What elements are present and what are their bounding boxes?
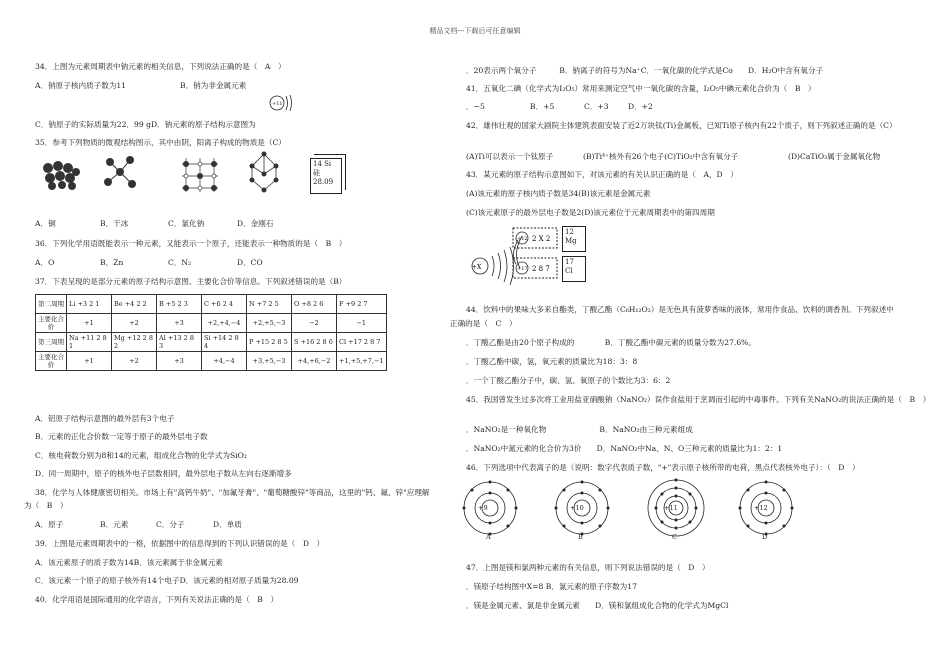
q37-option-c: C．核电荷数分别为8和14的元素，组成化合物的化学式为SiO₂: [35, 451, 247, 460]
question-38: 38．化学与人体健康密切相关。市场上有"高钙牛奶"、"加氟牙膏"、"葡萄糖酸锌"等商品，这里的"钙、氟、锌"应理解: [35, 488, 430, 497]
table-cell: −1: [337, 314, 387, 333]
ion-c-label: C: [672, 533, 677, 541]
svg-text:2 X 2: 2 X 2: [532, 235, 551, 243]
row-header: 第三周期: [36, 333, 67, 352]
table-cell: +3: [157, 352, 202, 371]
table-row: [36, 333, 387, 352]
q39-option-c: C．该元素一个原子的原子核外有14个电子D．该元素的相对原子质量为28.09: [35, 576, 299, 585]
table-cell: Cl +17 2 8 7: [337, 333, 387, 352]
table-cell: P +15 2 8 5: [247, 333, 292, 352]
svg-text:+17: +17: [517, 266, 528, 272]
q35-option-c: C．氯化钠: [168, 219, 205, 228]
table-cell: +3,+5,−3: [247, 352, 292, 371]
q38-option-a: A．原子: [35, 520, 64, 529]
q42-option-d: (D)CaTiO₃属于金属氧化物: [788, 152, 881, 161]
table-cell: Si +14 2 8 4: [202, 333, 247, 352]
sodium-atom-diagram: [266, 92, 294, 114]
table-cell: Na +11 2 8 1: [67, 333, 112, 352]
q37-option-d: D．同一周期中，原子的核外电子层数相同，最外层电子数从左向右逐渐增多: [35, 469, 292, 478]
q44-option-ab: ．丁酸乙酯是由20个原子构成的 B．丁酸乙酯中碳元素的质量分数为27.6%。: [466, 338, 756, 347]
silicon-element-tile: [310, 158, 342, 194]
table-row: [36, 295, 387, 314]
element-table: [35, 294, 387, 371]
question-34: 34．上图为元素周期表中钠元素的相关信息，下列说法正确的是（ A ）: [35, 62, 286, 71]
table-row: [36, 314, 387, 333]
sodium-chloride-structure-icon: [178, 154, 222, 194]
table-cell: B +5 2 3: [157, 295, 202, 314]
question-46: 46．下列选项中代表离子的是（说明：数字代表质子数，"+"表示原子核所带的电荷，黑点代表核外电子）：（ D ）: [466, 463, 860, 472]
cl-tile-number: 17: [565, 258, 574, 266]
magnesium-element-tile: [562, 226, 586, 252]
q45-option-ab: ．NaNO₂是一种氧化物 B．NaNO₂由三种元素组成: [466, 425, 693, 434]
q34-option-b: B．钠为非金属元素: [180, 81, 247, 90]
diamond-structure-icon: [240, 150, 288, 194]
mg-tile-symbol: Mg: [565, 237, 577, 245]
q34-option-c: C．钠原子的实际质量为22．99 gD．钠元素的原子结构示意图为: [35, 120, 256, 129]
table-cell: Be +4 2 2: [112, 295, 157, 314]
q40-options: ．20表示两个氧分子 B．钠离子的符号为Na⁺C．一氧化碳的化学式是Co D．H₂O中含有氧分子: [466, 66, 824, 75]
q47-option-cd: ．镁是金属元素、氯是非金属元素 D．镁和氯组成化合物的化学式为MgCl: [466, 601, 729, 610]
ion-c-nucleus: +11: [664, 504, 678, 512]
svg-text:+11: +11: [272, 101, 283, 107]
row-header: 主要化合价: [36, 314, 67, 333]
q43-option-ab: (A)该元素的原子核内质子数是34(B)该元素是金属元素: [466, 189, 651, 198]
mg-tile-number: 12: [565, 228, 574, 236]
ion-diagram-a: [463, 481, 518, 536]
ion-diagrams: [460, 478, 840, 548]
table-cell: +2,+5,−3: [247, 314, 292, 333]
question-37: 37．下表呈现的是部分元素的原子结构示意图、主要化合价等信息。下列叙述错误的是（B）: [35, 277, 347, 286]
question-42: 42．雄伟壮观的国家大剧院主体建筑表面安装了近2万块钛(Ti)金属板，已知Ti原子核内有22个质子，则下列叙述正确的是（C）: [466, 121, 897, 130]
question-47: 47．上图是镁和氯两种元素的有关信息，则下列说法错误的是（ D ）: [466, 563, 710, 572]
question-40: 40．化学用语是国际通用的化学语言，下列有关说法正确的是（ B ）: [35, 595, 279, 604]
table-cell: N +7 2 5: [247, 295, 292, 314]
question-45: 45．我国曾发生过多次将工业用盐亚硝酸钠（NaNO₂）误作食盐用于烹调而引起的中毒事件。下列有关NaNO₂的说法正确的是（ B ）: [466, 395, 931, 404]
question-44: 44．饮料中的果味大多来自酯类，丁酸乙酯（C₆H₁₂O₂）是无色具有菠萝香味的液体，常用作食品、饮料的调香剂。下列叙述中: [466, 305, 894, 314]
q44-option-c: ．丁酸乙酯中碳，氢，氧元素的质量比为18：3：8: [466, 357, 638, 366]
question-44-continued: 正确的是（ C ）: [450, 319, 517, 328]
table-cell: +1: [67, 314, 112, 333]
table-cell: C +6 2 4: [202, 295, 247, 314]
page-header: 精品文档---下载后可任意编辑: [429, 27, 521, 35]
q36-option-c: C．N₂: [168, 258, 192, 267]
q43-option-cd: (C)该元素原子的最外层电子数是2(D)该元素位于元素周期表中的第四周期: [466, 208, 715, 217]
question-41: 41．五氧化二碘（化学式为I₂O₅）常用来测定空气中一氧化碳的含量，I₂O₅中碘元素化合价为（ B ）: [466, 84, 816, 93]
table-cell: Mg +12 2 8 2: [112, 333, 157, 352]
question-38-continued: 为（ B ）: [24, 501, 68, 510]
table-cell: +4,−4: [202, 352, 247, 371]
table-cell: O +8 2 6: [292, 295, 337, 314]
q37-option-a: A．铝原子结构示意图的最外层有3个电子: [35, 414, 175, 423]
table-cell: +3: [157, 314, 202, 333]
ion-d-label: D: [762, 533, 768, 541]
q38-option-b: B．元素: [100, 520, 129, 529]
question-35: 35．参考下列物质的微观结构图示，其中由阴，阳离子构成的物质是（C）: [35, 138, 286, 147]
table-cell: +2,+4,−4: [202, 314, 247, 333]
q39-option-a: A．该元素原子的质子数为14B．该元素属于非金属元素: [35, 558, 223, 567]
table-cell: +1,+5,+7,−1: [337, 352, 387, 371]
q44-option-d: ．一个丁酸乙酯分子中，碳、氢、氧原子的个数比为3：6：2: [466, 376, 671, 385]
q36-option-d: D．CO: [237, 258, 263, 267]
table-cell: +2: [112, 352, 157, 371]
table-cell: Al +13 2 8 3: [157, 333, 202, 352]
question-43: 43．某元素的原子结构示意图如下，对该元素的有关认识正确的是（ A，D ）: [466, 170, 738, 179]
dry-ice-structure-icon: [100, 154, 144, 194]
table-cell: F +9 2 7: [337, 295, 387, 314]
q45-option-cd: ．NaNO₂中氮元素的化合价为3价 D．NaNO₂中Na、N、O三种元素的质量比为1：2：1: [466, 444, 783, 453]
ion-b-label: B: [578, 533, 583, 541]
q42-option-a: (A)Ti可以表示一个钛原子: [466, 152, 554, 161]
q38-option-d: D．单质: [213, 520, 242, 529]
q41-option-c: C．+3: [584, 102, 609, 111]
q35-option-d: D．金刚石: [237, 219, 274, 228]
q38-option-c: C．分子: [156, 520, 185, 529]
q34-option-a: A．钠原子核内质子数为11: [35, 81, 127, 90]
ion-a-label: A: [486, 533, 491, 541]
q47-option-ab: ．镁原子结构图中X=8 B．氯元素的原子序数为17: [466, 582, 637, 591]
chlorine-element-tile: [562, 256, 586, 282]
q35-option-b: B．干冰: [100, 219, 129, 228]
ion-b-nucleus: +10: [570, 504, 584, 512]
table-row: [36, 352, 387, 371]
q36-option-b: B．Zn: [100, 258, 124, 267]
table-cell: +2: [112, 314, 157, 333]
q37-option-b: B．元素的正化合价数一定等于原子的最外层电子数: [35, 432, 208, 441]
table-cell: +1: [67, 352, 112, 371]
table-cell: Li +3 2 1: [67, 295, 112, 314]
question-36: 36．下列化学用语既能表示一种元素，又能表示一个原子，还能表示一种物质的是（ B ）: [35, 239, 347, 248]
svg-text:+12: +12: [517, 236, 528, 242]
chlorine-atom-diagram: [512, 256, 558, 280]
q42-option-bc: (B)Ti⁴⁺核外有26个电子(C)TiO₂中含有氧分子: [583, 152, 739, 161]
question-39: 39．上图是元素周期表中的一格，依据图中的信息得到的下列认识错误的是（ D ）: [35, 539, 325, 548]
table-cell: −2: [292, 314, 337, 333]
svg-text:+X: +X: [472, 264, 482, 271]
tile-symbol: 14 Si: [313, 160, 332, 168]
q41-option-d: D．+2: [628, 102, 653, 111]
row-header: 第二周期: [36, 295, 67, 314]
q41-option-b: B．+5: [530, 102, 555, 111]
tile-mass: 28.09: [313, 178, 334, 186]
ion-a-nucleus: +9: [478, 504, 488, 512]
table-cell: S +16 2 8 6: [292, 333, 337, 352]
svg-text:2 8 7: 2 8 7: [532, 265, 550, 273]
table-cell: +4,+6,−2: [292, 352, 337, 371]
copper-structure-icon: [40, 158, 84, 192]
row-header: 主要化合价: [36, 352, 67, 371]
q36-option-a: A．O: [35, 258, 55, 267]
cl-tile-symbol: Cl: [565, 267, 573, 275]
tile-name: 硅: [313, 169, 320, 177]
ion-d-nucleus: +12: [754, 504, 768, 512]
magnesium-atom-diagram: [512, 226, 558, 250]
q41-option-a: ．−5: [466, 102, 485, 111]
q35-option-a: A．铜: [35, 219, 56, 228]
